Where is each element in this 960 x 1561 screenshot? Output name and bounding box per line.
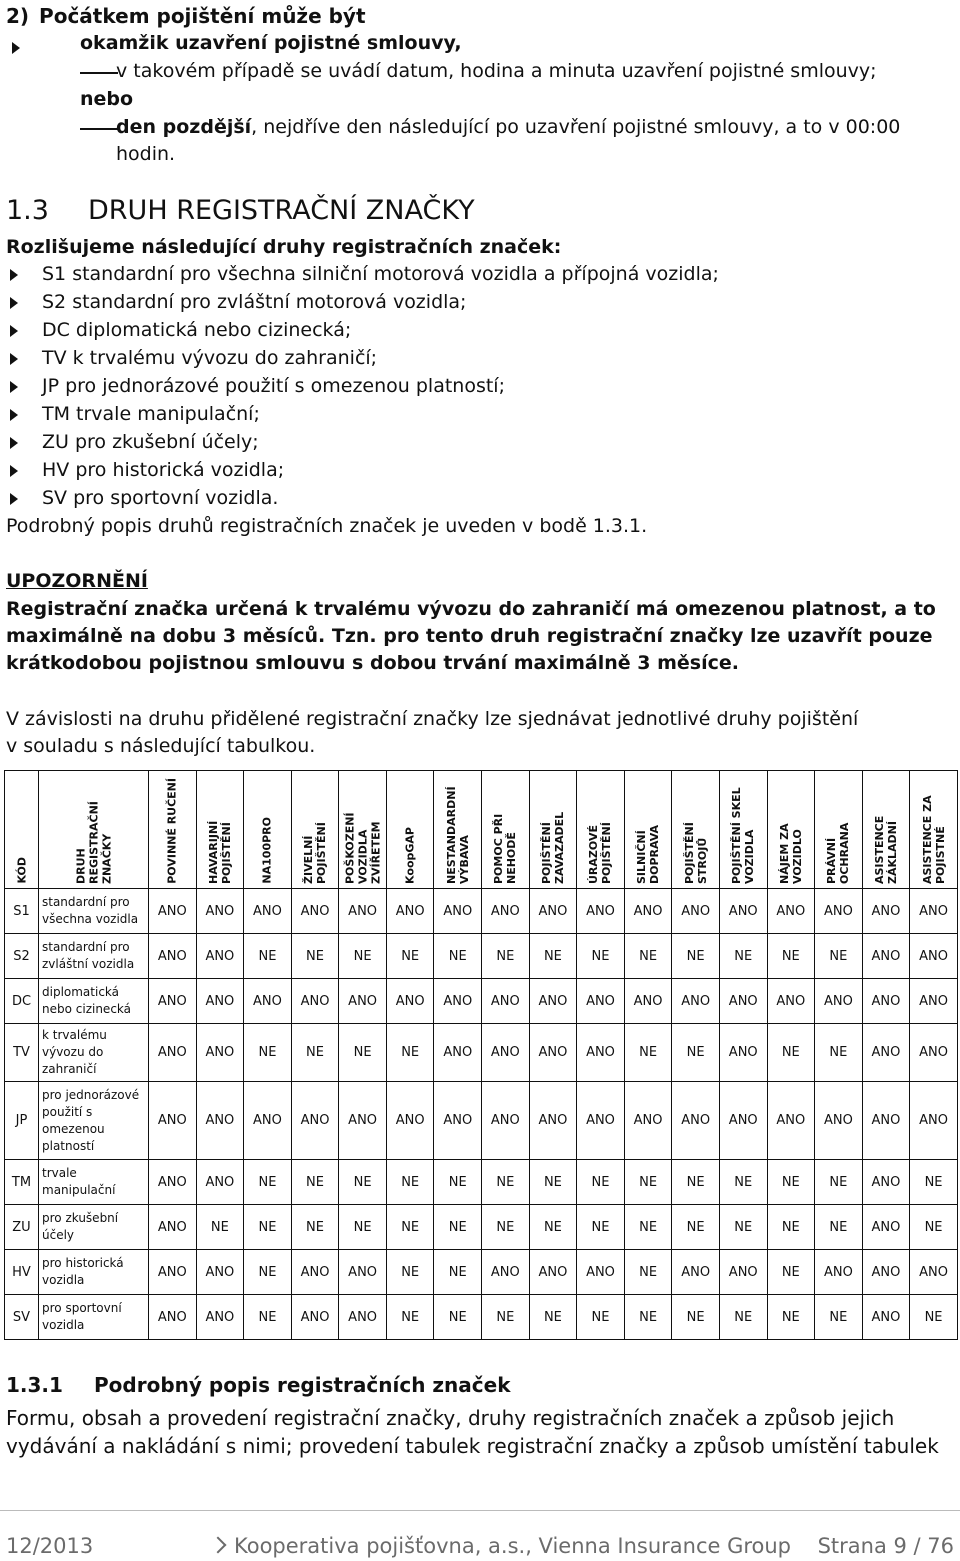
column-header [196, 771, 244, 889]
availability-cell: NE [672, 1205, 720, 1250]
availability-cell: ANO [149, 934, 197, 979]
availability-cell: ANO [291, 1082, 339, 1160]
plate-code-cell: JP [5, 1082, 39, 1160]
availability-cell: NE [624, 1160, 672, 1205]
availability-cell: ANO [577, 1250, 625, 1295]
availability-cell: ANO [244, 1082, 292, 1160]
availability-cell: ANO [767, 979, 815, 1024]
availability-cell: NE [386, 1205, 434, 1250]
plate-type-item: JP pro jednorázové použití s omezenou platností; [42, 375, 505, 397]
availability-cell: ANO [482, 889, 530, 934]
availability-cell: NE [815, 934, 863, 979]
availability-cell: ANO [862, 1082, 910, 1160]
availability-cell: NE [482, 1160, 530, 1205]
availability-cell: NE [767, 1250, 815, 1295]
availability-cell: ANO [244, 889, 292, 934]
plate-type-cell: pro jednorázové použití s omezenou platností [39, 1082, 149, 1160]
availability-cell: NE [482, 1295, 530, 1340]
column-header [244, 771, 292, 889]
availability-cell: ANO [719, 1250, 767, 1295]
availability-cell: NE [386, 1024, 434, 1082]
availability-cell: ANO [767, 1082, 815, 1160]
bullet-triangle-icon [10, 325, 18, 337]
availability-cell: ANO [815, 889, 863, 934]
bullet-triangle-icon [10, 269, 18, 281]
availability-cell: NE [244, 934, 292, 979]
section-2-bullet: okamžik uzavření pojistné smlouvy, [80, 32, 462, 54]
availability-cell: ANO [719, 889, 767, 934]
availability-cell: ANO [577, 979, 625, 1024]
availability-cell: ANO [862, 1024, 910, 1082]
availability-cell: ANO [862, 1205, 910, 1250]
availability-cell: NE [244, 1024, 292, 1082]
availability-cell: ANO [529, 979, 577, 1024]
section-2-or: nebo [80, 88, 134, 110]
plate-type-cell: standardní pro všechna vozidla [39, 889, 149, 934]
bullet-triangle-icon [10, 353, 18, 365]
column-header [910, 771, 958, 889]
availability-cell: ANO [339, 1082, 387, 1160]
availability-cell: ANO [624, 979, 672, 1024]
availability-cell: NE [624, 1295, 672, 1340]
section-title: DRUH REGISTRAČNÍ ZNAČKY [88, 195, 475, 226]
dash-2-bold: den pozdější [116, 116, 252, 138]
column-header [529, 771, 577, 889]
availability-cell: ANO [196, 1024, 244, 1082]
column-header-label: PRÁVNÍ OCHRANA [825, 822, 852, 884]
availability-cell: ANO [291, 1250, 339, 1295]
availability-cell: ANO [910, 889, 958, 934]
availability-cell: NE [434, 1250, 482, 1295]
availability-cell: ANO [529, 1250, 577, 1295]
section-1-3-heading [6, 194, 475, 228]
availability-cell: ANO [815, 979, 863, 1024]
availability-cell: ANO [196, 1250, 244, 1295]
availability-cell: ANO [862, 1250, 910, 1295]
availability-cell: ANO [719, 1082, 767, 1160]
availability-cell: ANO [577, 1024, 625, 1082]
plate-code-cell: SV [5, 1295, 39, 1340]
availability-cell: NE [386, 934, 434, 979]
availability-cell: ANO [434, 1082, 482, 1160]
detail-reference: Podrobný popis druhů registračních značek je uveden v bodě 1.3.1. [6, 515, 648, 537]
availability-cell: NE [815, 1024, 863, 1082]
availability-cell: ANO [624, 1082, 672, 1160]
availability-cell: NE [482, 934, 530, 979]
availability-cell: NE [672, 934, 720, 979]
footer-divider [0, 1510, 960, 1511]
plate-code-cell: TM [5, 1160, 39, 1205]
availability-cell: ANO [482, 1250, 530, 1295]
availability-cell: ANO [577, 1082, 625, 1160]
column-header-label: NÁJEM ZA VOZIDLO [777, 823, 804, 884]
availability-cell: ANO [339, 889, 387, 934]
availability-cell: ANO [767, 889, 815, 934]
column-header-label: POJIŠTĚNÍ ZAVAZADEL [539, 811, 566, 884]
column-header [434, 771, 482, 889]
plate-code-cell: DC [5, 979, 39, 1024]
footer-page-number: Strana 9 / 76 [817, 1534, 954, 1558]
availability-cell: ANO [196, 979, 244, 1024]
availability-cell: ANO [291, 979, 339, 1024]
availability-cell: NE [577, 1295, 625, 1340]
availability-cell: ANO [910, 1082, 958, 1160]
plate-type-cell: pro sportovní vozidla [39, 1295, 149, 1340]
availability-cell: ANO [482, 979, 530, 1024]
column-header-label: ASISTENCE ZA POJISTNÉ [920, 795, 947, 884]
plate-type-cell: standardní pro zvláštní vozidla [39, 934, 149, 979]
bullet-triangle-icon [10, 409, 18, 421]
availability-cell: NE [815, 1205, 863, 1250]
availability-cell: ANO [529, 1024, 577, 1082]
plate-type-item: S1 standardní pro všechna silniční motorová vozidla a přípojná vozidla; [42, 263, 719, 285]
table-row [5, 1295, 958, 1340]
footer-company-name: Kooperativa pojišťovna, a.s., Vienna Insurance Group [234, 1534, 792, 1558]
availability-cell: NE [291, 934, 339, 979]
availability-cell: NE [339, 1205, 387, 1250]
bullet-triangle-icon [10, 437, 18, 449]
table-row [5, 1160, 958, 1205]
availability-cell: ANO [196, 1082, 244, 1160]
plate-type-item: TV k trvalému vývozu do zahraničí; [42, 347, 378, 369]
availability-cell: ANO [529, 1082, 577, 1160]
availability-cell: ANO [910, 979, 958, 1024]
availability-cell: ANO [196, 1295, 244, 1340]
plate-code-cell: ZU [5, 1205, 39, 1250]
plate-type-cell: trvale manipulační [39, 1160, 149, 1205]
availability-cell: ANO [719, 1024, 767, 1082]
availability-cell: NE [244, 1160, 292, 1205]
column-header [482, 771, 530, 889]
section-1-3-1-heading [6, 1372, 511, 1398]
availability-cell: ANO [672, 889, 720, 934]
table-row [5, 1205, 958, 1250]
availability-cell: NE [434, 1295, 482, 1340]
availability-cell: ANO [862, 1160, 910, 1205]
table-intro-line-1: V závislosti na druhu přidělené registrační značky lze sjednávat jednotlivé druhy pojištění [6, 708, 859, 730]
availability-cell: ANO [862, 934, 910, 979]
availability-cell: ANO [149, 1160, 197, 1205]
column-header-label: KÓD [15, 857, 28, 884]
availability-cell: NE [767, 1205, 815, 1250]
availability-cell: NE [386, 1160, 434, 1205]
availability-cell: ANO [339, 1295, 387, 1340]
availability-cell: NE [815, 1295, 863, 1340]
availability-cell: ANO [910, 1250, 958, 1295]
section-2-dash-2-cont: hodin. [116, 143, 176, 165]
availability-cell: NE [291, 1160, 339, 1205]
column-header-label: SILNIČNÍ DOPRAVA [635, 824, 662, 884]
availability-cell: ANO [386, 889, 434, 934]
availability-cell: ANO [815, 1250, 863, 1295]
availability-cell: NE [624, 1250, 672, 1295]
column-header-label: POJIŠTĚNÍ STROJŮ [682, 822, 709, 884]
availability-cell: ANO [529, 889, 577, 934]
availability-cell: ANO [910, 934, 958, 979]
column-header [672, 771, 720, 889]
availability-cell: NE [624, 1024, 672, 1082]
column-header [5, 771, 39, 889]
subsection-text-line-2: vydávání a nakládání s nimi; provedení tabulek registrační značky a způsob umístění tabulek [6, 1434, 939, 1458]
availability-cell: ANO [482, 1082, 530, 1160]
availability-cell: ANO [862, 889, 910, 934]
plate-code-cell: HV [5, 1250, 39, 1295]
column-header-label: ŽIVELNÍ POJIŠTĚNÍ [302, 822, 329, 884]
availability-cell: ANO [672, 1082, 720, 1160]
column-header [719, 771, 767, 889]
availability-cell: NE [910, 1205, 958, 1250]
column-header-label: POŠKOZENÍ VOZIDLA ZVÍŘETEM [343, 812, 383, 884]
availability-cell: NE [291, 1024, 339, 1082]
section-2-title: 2) Počátkem pojištění může být [6, 4, 366, 28]
availability-cell: ANO [149, 1295, 197, 1340]
column-header-label: POJIŠTĚNÍ SKEL VOZIDLA [730, 787, 757, 884]
availability-cell: NE [339, 1160, 387, 1205]
availability-cell: NE [482, 1205, 530, 1250]
warning-line-2: maximálně na dobu 3 měsíců. Tzn. pro tento druh registrační značky lze uzavřít pouze [6, 625, 933, 647]
availability-cell: NE [719, 1295, 767, 1340]
table-row [5, 1250, 958, 1295]
availability-cell: ANO [910, 1024, 958, 1082]
plate-type-item: TM trvale manipulační; [42, 403, 260, 425]
bullet-triangle-icon [10, 465, 18, 477]
dash-2-rest: , nejdříve den následující po uzavření pojistné smlouvy, a to v 00:00 [251, 116, 901, 138]
availability-cell: NE [577, 1205, 625, 1250]
column-header-label: NA100PRO [260, 817, 274, 884]
column-header [577, 771, 625, 889]
availability-cell: NE [624, 1205, 672, 1250]
chevron-right-icon [210, 1537, 227, 1554]
column-header [339, 771, 387, 889]
availability-cell: NE [624, 934, 672, 979]
table-row [5, 979, 958, 1024]
availability-cell: NE [386, 1250, 434, 1295]
bullet-triangle-icon [10, 297, 18, 309]
dash-marker [80, 72, 118, 74]
availability-cell: ANO [149, 1205, 197, 1250]
plate-type-cell: pro zkušební účely [39, 1205, 149, 1250]
availability-cell: NE [767, 1295, 815, 1340]
column-header-label: DRUH REGISTRAČNÍ ZNAČKY [74, 801, 113, 884]
plate-type-cell: diplomatická nebo cizinecká [39, 979, 149, 1024]
table-row [5, 934, 958, 979]
subsection-title: Podrobný popis registračních značek [94, 1373, 511, 1397]
bullet-triangle-icon [12, 42, 20, 54]
availability-cell: NE [577, 1160, 625, 1205]
availability-cell: ANO [386, 979, 434, 1024]
plates-intro: Rozlišujeme následující druhy registračních značek: [6, 236, 562, 258]
availability-cell: NE [767, 934, 815, 979]
availability-cell: NE [434, 1205, 482, 1250]
column-header [149, 771, 197, 889]
availability-cell: NE [434, 1160, 482, 1205]
availability-cell: NE [291, 1205, 339, 1250]
availability-cell: NE [672, 1295, 720, 1340]
footer-date: 12/2013 [6, 1534, 94, 1558]
availability-cell: NE [196, 1205, 244, 1250]
plate-type-item: ZU pro zkušební účely; [42, 431, 259, 453]
column-header-label: ÚRAZOVÉ POJIŠTĚNÍ [587, 822, 614, 884]
column-header [767, 771, 815, 889]
plate-type-item: HV pro historická vozidla; [42, 459, 285, 481]
plate-code-cell: S1 [5, 889, 39, 934]
warning-title: UPOZORNĚNÍ [6, 570, 148, 592]
column-header [862, 771, 910, 889]
column-header [39, 771, 149, 889]
availability-cell: ANO [196, 1160, 244, 1205]
availability-cell: ANO [815, 1082, 863, 1160]
availability-cell: ANO [862, 979, 910, 1024]
availability-cell: NE [672, 1024, 720, 1082]
column-header [386, 771, 434, 889]
availability-cell: ANO [386, 1082, 434, 1160]
availability-cell: NE [719, 1205, 767, 1250]
availability-cell: NE [577, 934, 625, 979]
plate-type-item: SV pro sportovní vozidla. [42, 487, 279, 509]
availability-cell: NE [719, 934, 767, 979]
availability-cell: NE [339, 934, 387, 979]
availability-cell: ANO [624, 889, 672, 934]
subsection-text-line-1: Formu, obsah a provedení registrační značky, druhy registračních značek a způsob jejich [6, 1406, 895, 1430]
availability-cell: ANO [244, 979, 292, 1024]
table-row [5, 889, 958, 934]
insurance-availability-table [4, 770, 958, 1340]
availability-cell: NE [386, 1295, 434, 1340]
availability-cell: NE [529, 934, 577, 979]
availability-cell: ANO [196, 934, 244, 979]
availability-cell: ANO [434, 979, 482, 1024]
bullet-triangle-icon [10, 381, 18, 393]
column-header-label: KoopGAP [403, 827, 417, 884]
availability-cell: ANO [291, 889, 339, 934]
availability-cell: NE [339, 1024, 387, 1082]
section-number: 1.3 [6, 195, 49, 226]
availability-cell: NE [767, 1024, 815, 1082]
column-header-label: POMOC PŘI NEHODĚ [492, 813, 519, 884]
availability-cell: NE [244, 1250, 292, 1295]
table-header-row [5, 771, 958, 889]
availability-cell: NE [434, 934, 482, 979]
availability-cell: ANO [196, 889, 244, 934]
availability-cell: ANO [577, 889, 625, 934]
availability-cell: NE [529, 1295, 577, 1340]
availability-cell: ANO [149, 889, 197, 934]
bullet-triangle-icon [10, 493, 18, 505]
availability-cell: NE [529, 1205, 577, 1250]
plate-code-cell: S2 [5, 934, 39, 979]
plate-type-item: S2 standardní pro zvláštní motorová vozidla; [42, 291, 467, 313]
availability-cell: NE [719, 1160, 767, 1205]
availability-cell: ANO [672, 1250, 720, 1295]
availability-cell: NE [910, 1295, 958, 1340]
availability-cell: NE [815, 1160, 863, 1205]
table-row [5, 1082, 958, 1160]
availability-cell: ANO [862, 1295, 910, 1340]
availability-cell: ANO [672, 979, 720, 1024]
column-header [624, 771, 672, 889]
availability-cell: ANO [149, 979, 197, 1024]
column-header-label: HAVARIJNÍ POJIŠTĚNÍ [206, 820, 233, 884]
availability-cell: ANO [482, 1024, 530, 1082]
plate-code-cell: TV [5, 1024, 39, 1082]
column-header-label: POVINNÉ RUČENÍ [165, 778, 179, 884]
availability-cell: ANO [719, 979, 767, 1024]
availability-cell: NE [244, 1295, 292, 1340]
column-header-label: ASISTENCE ZÁKLADNÍ [872, 815, 899, 884]
availability-cell: ANO [149, 1250, 197, 1295]
availability-cell: ANO [434, 889, 482, 934]
section-2-dash-1: v takovém případě se uvádí datum, hodina a minuta uzavření pojistné smlouvy; [116, 60, 877, 82]
availability-cell: NE [529, 1160, 577, 1205]
availability-cell: NE [244, 1205, 292, 1250]
availability-cell: NE [672, 1160, 720, 1205]
plate-type-item: DC diplomatická nebo cizinecká; [42, 319, 352, 341]
availability-cell: NE [767, 1160, 815, 1205]
availability-cell: ANO [149, 1082, 197, 1160]
column-header [291, 771, 339, 889]
availability-cell: ANO [434, 1024, 482, 1082]
plate-type-cell: pro historická vozidla [39, 1250, 149, 1295]
column-header [815, 771, 863, 889]
section-2-dash-2 [116, 114, 900, 140]
availability-cell: ANO [339, 979, 387, 1024]
table-intro-line-2: v souladu s následující tabulkou. [6, 735, 316, 757]
subsection-number: 1.3.1 [6, 1373, 63, 1397]
availability-cell: ANO [339, 1250, 387, 1295]
plate-type-cell: k trvalému vývozu do zahraničí [39, 1024, 149, 1082]
warning-line-1: Registrační značka určená k trvalému vývozu do zahraničí má omezenou platnost, a to [6, 598, 936, 620]
availability-cell: ANO [291, 1295, 339, 1340]
availability-cell: NE [910, 1160, 958, 1205]
footer-company [212, 1532, 791, 1560]
warning-line-3: krátkodobou pojistnou smlouvu s dobou trvání maximálně 3 měsíce. [6, 652, 739, 674]
column-header-label: NESTANDARDNÍ VÝBAVA [444, 786, 471, 884]
dash-marker [80, 128, 118, 130]
availability-cell: ANO [149, 1024, 197, 1082]
table-row [5, 1024, 958, 1082]
